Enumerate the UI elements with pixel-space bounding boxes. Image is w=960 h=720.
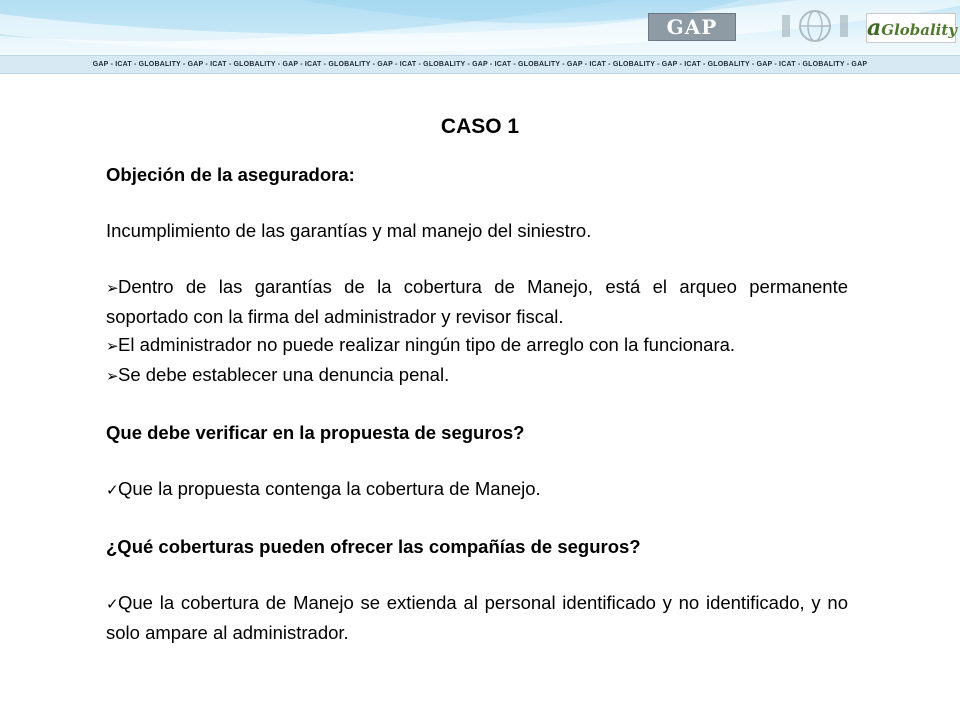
list-item [106, 475, 848, 505]
check-bullet-icon: ✓ [106, 482, 119, 499]
objection-text: Incumplimiento de las garantías y mal manejo del siniestro. [106, 220, 592, 241]
list-item [106, 361, 848, 391]
globality-logo-mark-icon: a [867, 15, 882, 41]
globality-logo-text: Globality [881, 21, 958, 39]
list-item [106, 273, 848, 331]
verify-heading: Que debe verificar en la propuesta de seguros? [106, 422, 525, 443]
globality-logo [866, 13, 956, 43]
brand-marquee-band: GAP - ICAT - GLOBALITY - GAP - ICAT - GLOBALITY - GAP - ICAT - GLOBALITY - GAP - ICAT - GLOBALITY - GAP - ICAT - GLOBALITY - GAP - ICAT - GLOBALITY - GAP - ICAT - GLOBALITY - GAP - ICAT - GLOBALITY - GAP [0, 55, 960, 74]
slide-title: CASO 1 [440, 115, 520, 138]
header-banner [0, 0, 960, 78]
slide-content [106, 161, 848, 647]
arrow-bullet-icon: ➢ [106, 338, 119, 355]
list-item [106, 331, 848, 361]
list-item [106, 589, 848, 647]
icat-globe-logo-icon [780, 9, 850, 43]
list-item-text: Que la propuesta contenga la cobertura de Manejo. [118, 478, 541, 499]
coverage-heading: ¿Qué coberturas pueden ofrecer las compañías de seguros? [106, 536, 641, 557]
list-item-text: El administrador no puede realizar ningún tipo de arreglo con la funcionara. [118, 334, 736, 355]
list-item-text: Dentro de las garantías de la cobertura de Manejo, está el arqueo permanente soportado con la firma del administrador y revisor fiscal. [106, 276, 848, 327]
check-bullet-icon: ✓ [106, 596, 119, 613]
objection-heading: Objeción de la aseguradora: [106, 164, 355, 185]
list-item-text: Que la cobertura de Manejo se extienda al personal identificado y no identificado, y no solo ampare al administrador. [106, 592, 848, 643]
arrow-bullet-icon: ➢ [106, 368, 119, 385]
arrow-bullet-icon: ➢ [106, 280, 119, 297]
list-item-text: Se debe establecer una denuncia penal. [118, 364, 450, 385]
gap-logo: GAP [648, 13, 736, 41]
